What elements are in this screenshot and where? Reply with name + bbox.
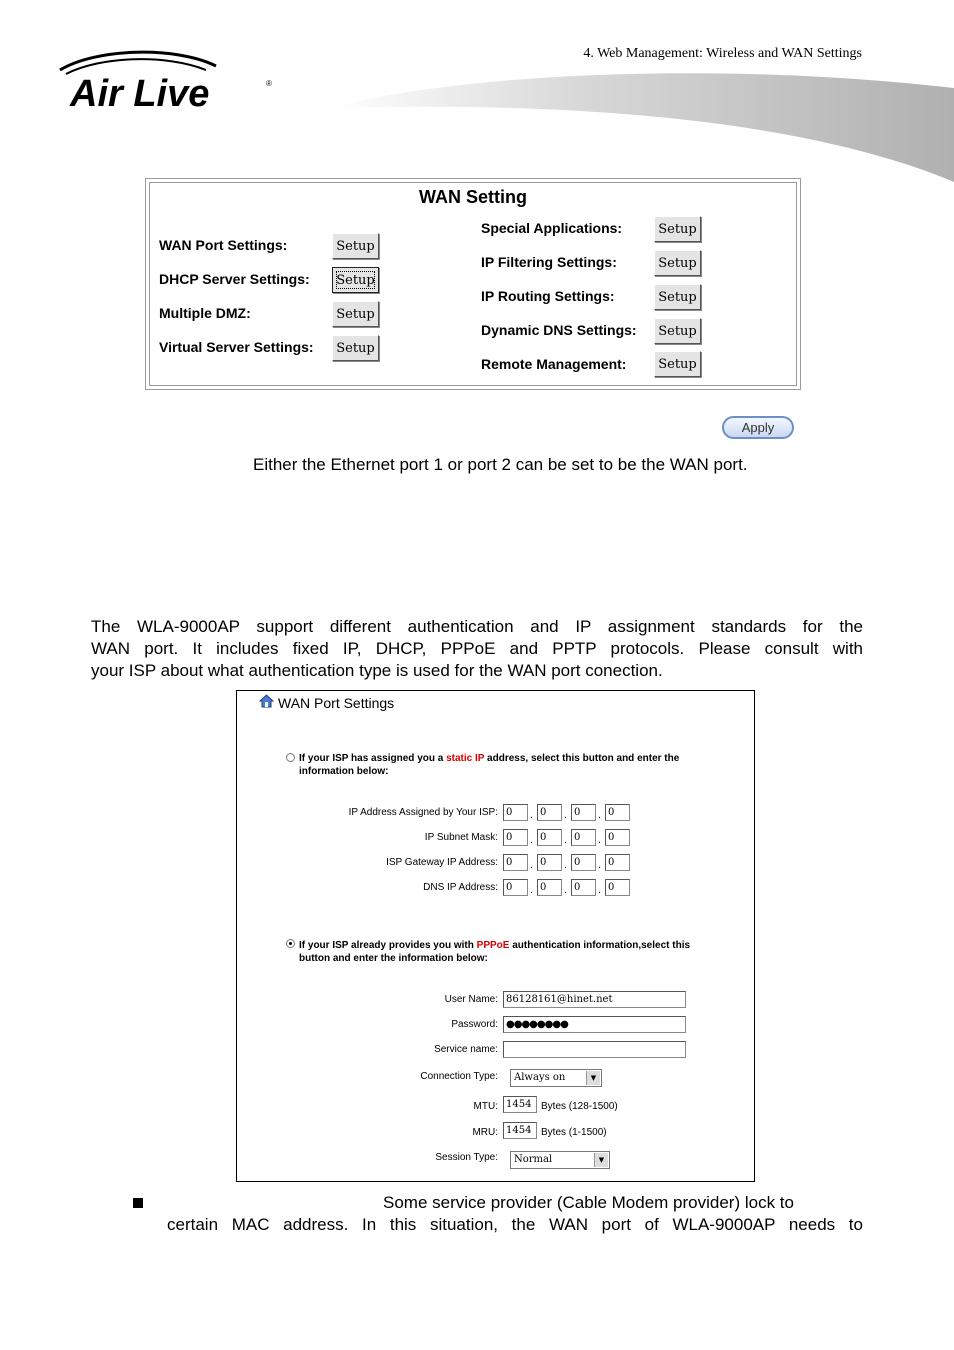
- wan-setting-title: WAN Setting: [419, 187, 527, 207]
- subnet-mask-dot: .: [530, 834, 534, 846]
- user-name-input[interactable]: 86128161@hinet.net: [503, 991, 686, 1008]
- intro-line-1: The WLA-9000AP support different authentication and IP assignment standards for the: [91, 617, 863, 636]
- gateway-octet-2[interactable]: 0: [537, 854, 562, 871]
- static-ip-text-red: static IP: [446, 753, 485, 764]
- session-type-select[interactable]: [510, 1151, 610, 1169]
- dns-ip-dot: .: [530, 884, 534, 896]
- dns-ip-octet-3[interactable]: 0: [571, 879, 596, 896]
- airlive-logo: [56, 48, 286, 118]
- bullet-line-2: certain MAC address. In this situation, the WAN port of WLA-9000AP needs to: [167, 1215, 863, 1234]
- subnet-mask-octet-4[interactable]: 0: [605, 829, 630, 846]
- mtu-label: MTU:: [473, 1101, 498, 1112]
- user-name-label: User Name:: [444, 994, 498, 1005]
- ip-filtering-setup-button[interactable]: Setup: [654, 250, 701, 276]
- wan-port-setup-button[interactable]: Setup: [332, 233, 379, 259]
- ip-address-octet-3[interactable]: 0: [571, 804, 596, 821]
- ip-address-dot: .: [530, 809, 534, 821]
- dropdown-arrow-icon[interactable]: ▼: [586, 1071, 600, 1085]
- wan-port-settings-label: WAN Port Settings:: [159, 237, 288, 253]
- intro-line-2: WAN port. It includes fixed IP, DHCP, PPPoE and PPTP protocols. Please consult with: [91, 639, 863, 658]
- subnet-mask-octet-1[interactable]: 0: [503, 829, 528, 846]
- subnet-mask-label: IP Subnet Mask:: [424, 832, 498, 843]
- ip-address-dot: .: [564, 809, 568, 821]
- pppoe-text-red: PPPoE: [476, 940, 510, 951]
- dns-ip-octet-4[interactable]: 0: [605, 879, 630, 896]
- gateway-octet-3[interactable]: 0: [571, 854, 596, 871]
- ip-address-octet-4[interactable]: 0: [605, 804, 630, 821]
- mtu-unit: Bytes (128-1500): [541, 1101, 618, 1112]
- pppoe-text-line2: button and enter the information below:: [299, 953, 488, 964]
- ip-address-label: IP Address Assigned by Your ISP:: [348, 807, 498, 818]
- special-applications-label: Special Applications:: [481, 220, 623, 236]
- svg-text:Air Live: Air Live: [70, 73, 210, 115]
- bullet-line-1: Some service provider (Cable Modem provider) lock to: [383, 1193, 794, 1212]
- multiple-dmz-setup-button[interactable]: Setup: [332, 301, 379, 327]
- bullet-square-icon: [133, 1198, 143, 1208]
- gateway-octet-1[interactable]: 0: [503, 854, 528, 871]
- svg-text:®: ®: [266, 79, 272, 88]
- subnet-mask-octet-2[interactable]: 0: [537, 829, 562, 846]
- gateway-octet-4[interactable]: 0: [605, 854, 630, 871]
- wan-port-settings-title: WAN Port Settings: [278, 695, 395, 711]
- ip-address-octet-2[interactable]: 0: [537, 804, 562, 821]
- dhcp-server-setup-button[interactable]: Setup: [332, 267, 379, 293]
- wan-port-settings-panel: [236, 690, 755, 1182]
- subnet-mask-dot: .: [564, 834, 568, 846]
- special-applications-setup-button[interactable]: Setup: [654, 216, 701, 242]
- ethernet-port-note: Either the Ethernet port 1 or port 2 can be set to be the WAN port.: [253, 455, 748, 474]
- pppoe-radio[interactable]: [286, 939, 295, 948]
- service-name-label: Service name:: [434, 1044, 498, 1055]
- dropdown-arrow-icon[interactable]: ▼: [594, 1153, 608, 1167]
- session-type-value: Normal: [514, 1154, 553, 1165]
- ip-address-dot: .: [598, 809, 602, 821]
- ip-routing-setup-button[interactable]: Setup: [654, 284, 701, 310]
- gateway-label: ISP Gateway IP Address:: [386, 857, 498, 868]
- header-swoosh: [330, 60, 954, 190]
- pppoe-option-text: [299, 939, 690, 965]
- mtu-input[interactable]: 1454: [503, 1096, 537, 1113]
- multiple-dmz-label: Multiple DMZ:: [159, 305, 251, 321]
- dns-ip-dot: .: [564, 884, 568, 896]
- connection-type-value: Always on: [514, 1072, 566, 1083]
- dynamic-dns-setup-button[interactable]: Setup: [654, 318, 701, 344]
- virtual-server-settings-label: Virtual Server Settings:: [159, 339, 314, 355]
- virtual-server-setup-button[interactable]: Setup: [332, 335, 379, 361]
- static-ip-option-text: [299, 752, 679, 778]
- static-ip-text-line2: information below:: [299, 766, 389, 777]
- ip-routing-settings-label: IP Routing Settings:: [481, 288, 615, 304]
- remote-management-label: Remote Management:: [481, 356, 627, 372]
- dns-ip-octet-1[interactable]: 0: [503, 879, 528, 896]
- dhcp-server-settings-label: DHCP Server Settings:: [159, 271, 310, 287]
- dns-ip-label: DNS IP Address:: [423, 882, 498, 893]
- subnet-mask-octet-3[interactable]: 0: [571, 829, 596, 846]
- mru-label: MRU:: [472, 1127, 498, 1138]
- static-ip-text-pre: If your ISP has assigned you a: [299, 753, 447, 764]
- wan-setting-panel: [145, 178, 801, 390]
- gateway-dot: .: [598, 859, 602, 871]
- ip-filtering-settings-label: IP Filtering Settings:: [481, 254, 617, 270]
- pppoe-text-post: authentication information,select this: [509, 940, 691, 951]
- mru-input[interactable]: 1454: [503, 1122, 537, 1139]
- static-ip-text-post: address, select this button and enter the: [484, 753, 680, 764]
- password-input[interactable]: ●●●●●●●●: [503, 1016, 686, 1033]
- service-name-input[interactable]: [503, 1041, 686, 1058]
- static-ip-radio[interactable]: [286, 753, 295, 762]
- gateway-dot: .: [564, 859, 568, 871]
- ip-address-octet-1[interactable]: 0: [503, 804, 528, 821]
- home-icon: [259, 694, 274, 708]
- dns-ip-dot: .: [598, 884, 602, 896]
- dns-ip-octet-2[interactable]: 0: [537, 879, 562, 896]
- pppoe-text-pre: If your ISP already provides you with: [299, 940, 477, 951]
- subnet-mask-dot: .: [598, 834, 602, 846]
- page-header-title: 4. Web Management: Wireless and WAN Settings: [583, 46, 862, 61]
- connection-type-select[interactable]: [510, 1069, 602, 1087]
- mru-unit: Bytes (1-1500): [541, 1127, 607, 1138]
- apply-button[interactable]: Apply: [722, 416, 794, 439]
- session-type-label: Session Type:: [435, 1152, 498, 1163]
- dynamic-dns-settings-label: Dynamic DNS Settings:: [481, 322, 637, 338]
- remote-management-setup-button[interactable]: Setup: [654, 351, 701, 377]
- password-label: Password:: [451, 1019, 498, 1030]
- intro-line-3: your ISP about what authentication type is used for the WAN port conection.: [91, 661, 663, 680]
- connection-type-label: Connection Type:: [420, 1071, 498, 1082]
- gateway-dot: .: [530, 859, 534, 871]
